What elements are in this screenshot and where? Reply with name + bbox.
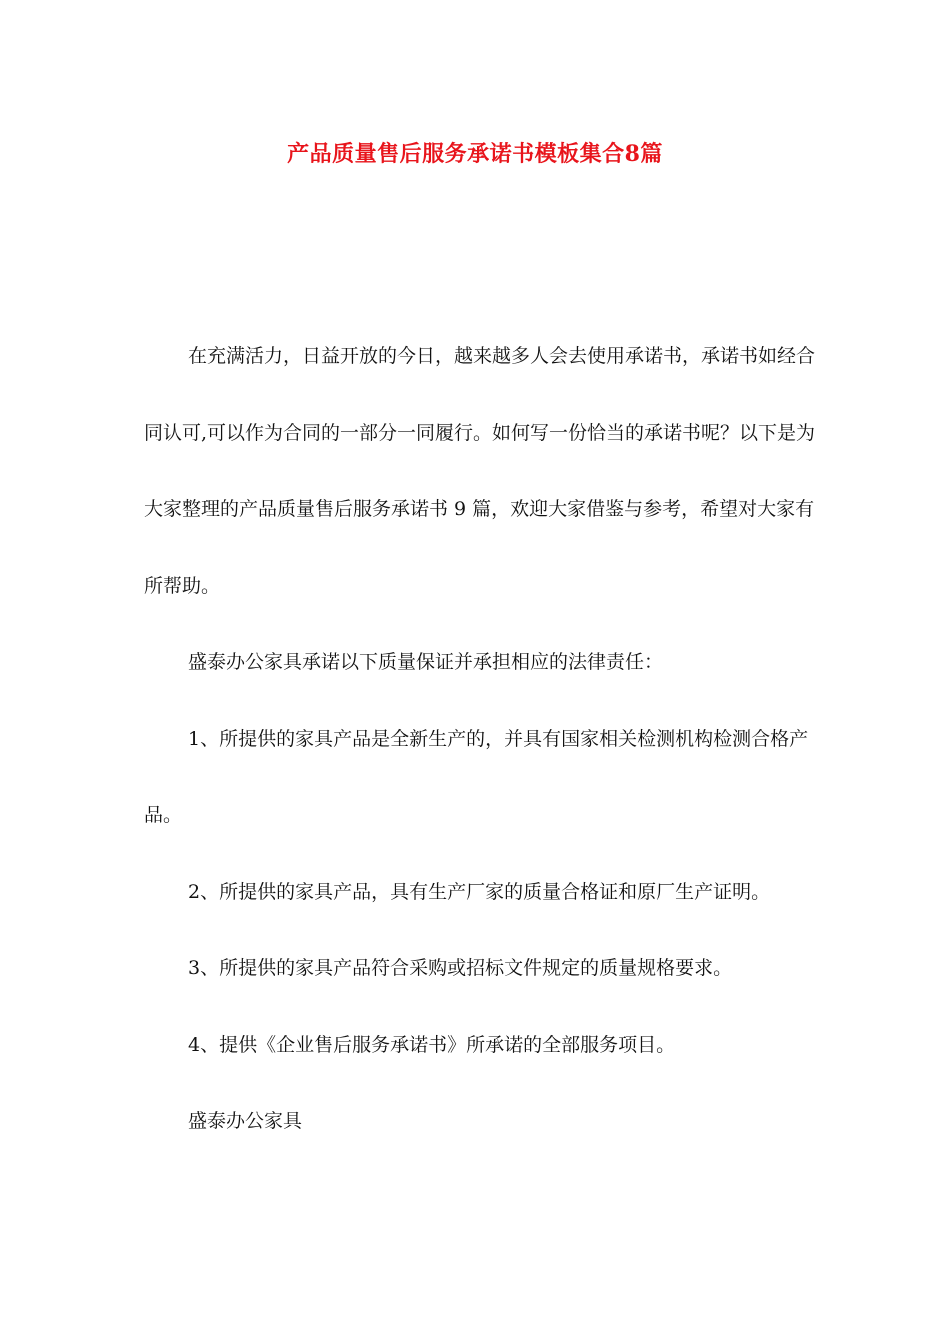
- company-signature: 盛泰办公家具: [188, 1110, 303, 1132]
- document-body: [144, 318, 816, 1160]
- commitment-item-4: 4、提供《企业售后服务承诺书》所承诺的全部服务项目。: [188, 1033, 676, 1056]
- intro-paragraph: 在充满活力，日益开放的今日，越来越多人会去使用承诺书，承诺书如经合同认可,可以作为合同的一部分一同履行。如何写一份恰当的承诺书呢？以下是为大家整理的产品质量售后服务承诺书 9 篇，欢迎大家借鉴与参考，希望对大家有所帮助。: [144, 345, 816, 597]
- document-title: 产品质量售后服务承诺书模板集合8篇: [287, 141, 663, 167]
- commitment-item-1: 1、所提供的家具产品是全新生产的，并具有国家相关检测机构检测合格产品。: [144, 727, 809, 826]
- commitment-item-3: 3、所提供的家具产品符合采购或招标文件规定的质量规格要求。: [188, 957, 733, 979]
- commitment-item-2: 2、所提供的家具产品，具有生产厂家的质量合格证和原厂生产证明。: [188, 880, 771, 903]
- commitment-statement: 盛泰办公家具承诺以下质量保证并承担相应的法律责任：: [188, 651, 664, 673]
